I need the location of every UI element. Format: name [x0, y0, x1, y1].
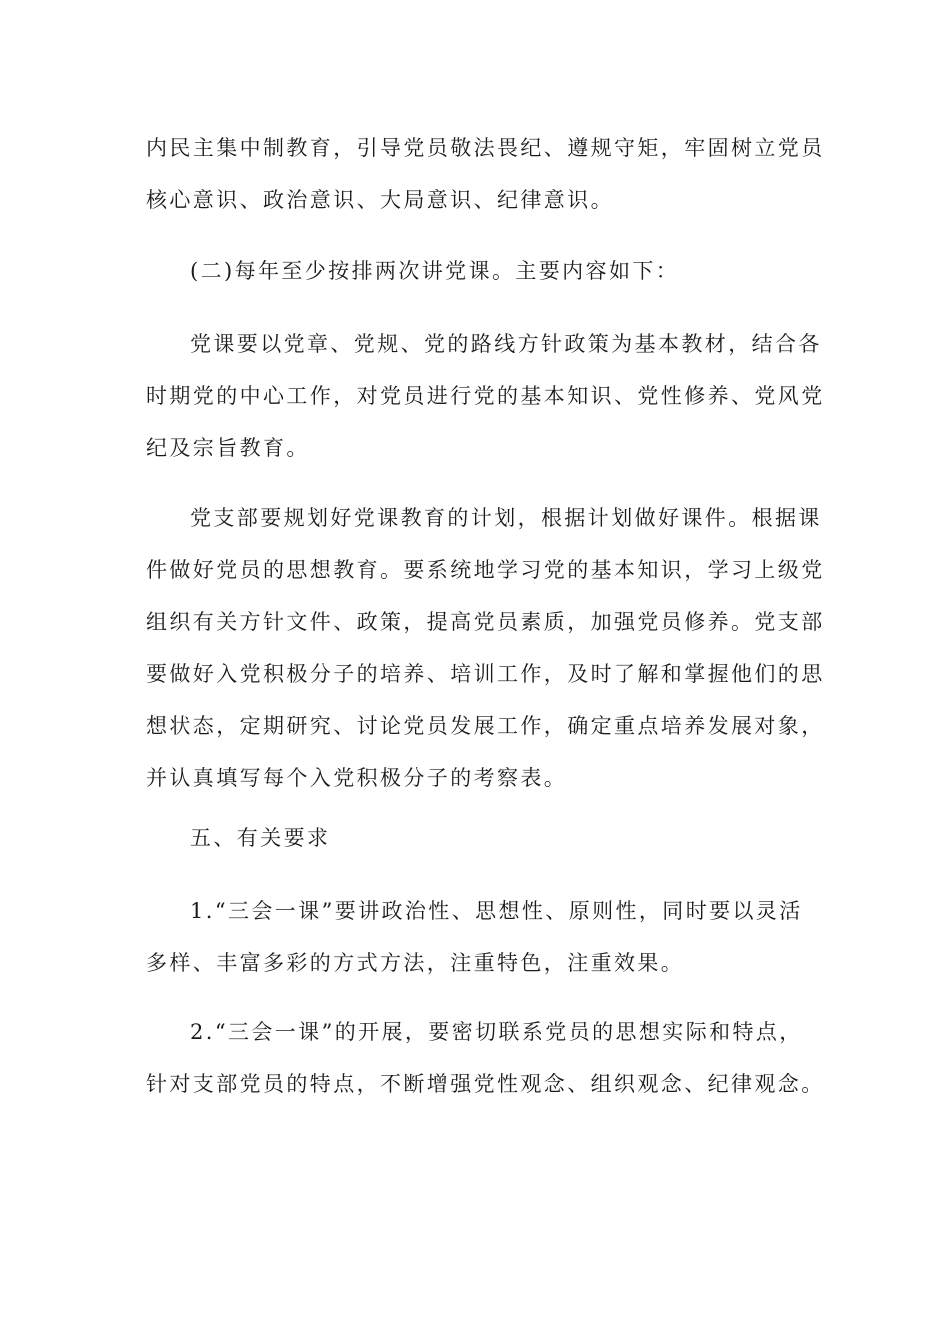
requirement-item-2 [146, 1006, 825, 1110]
requirement-item-1 [146, 885, 806, 989]
text-line: 组织有关方针文件、政策，提高党员素质，加强党员修养。党支部 [146, 610, 825, 634]
text-line: 件做好党员的思想教育。要系统地学习党的基本知识，学习上级党 [146, 558, 825, 582]
text-line: 2.“三会一课”的开展，要密切联系党员的思想实际和特点， [190, 1020, 803, 1044]
text-line: 并认真填写每个入党积极分子的考察表。 [146, 766, 568, 790]
text-line: 五、有关要求 [190, 826, 331, 850]
text-line: 党课要以党章、党规、党的路线方针政策为基本教材，结合各 [190, 332, 822, 356]
text-line: 纪及宗旨教育。 [146, 436, 310, 460]
text-line: 要做好入党积极分子的培养、培训工作，及时了解和掌握他们的思 [146, 662, 825, 686]
text-line: 1.“三会一课”要讲政治性、思想性、原则性，同时要以灵活 [190, 899, 803, 923]
paragraph-party-discipline-education [146, 122, 825, 226]
text-line: 针对支部党员的特点，不断增强党性观念、组织观念、纪律观念。 [146, 1072, 825, 1096]
text-line: 想状态，定期研究、讨论党员发展工作，确定重点培养发展对象， [146, 714, 825, 738]
section-heading-requirements [146, 812, 806, 864]
text-line: (二)每年至少按排两次讲党课。主要内容如下： [190, 259, 680, 283]
text-line: 内民主集中制教育，引导党员敬法畏纪、遵规守矩，牢固树立党员 [146, 136, 825, 160]
text-line: 多样、丰富多彩的方式方法，注重特色，注重效果。 [146, 951, 685, 975]
text-line: 核心意识、政治意识、大局意识、纪律意识。 [146, 188, 614, 212]
text-line: 党支部要规划好党课教育的计划，根据计划做好课件。根据课 [190, 506, 822, 530]
text-line: 时期党的中心工作，对党员进行党的基本知识、党性修养、党风党 [146, 384, 825, 408]
paragraph-branch-planning [146, 492, 825, 804]
subheading-party-lecture [146, 245, 806, 297]
paragraph-lecture-content [146, 318, 825, 474]
